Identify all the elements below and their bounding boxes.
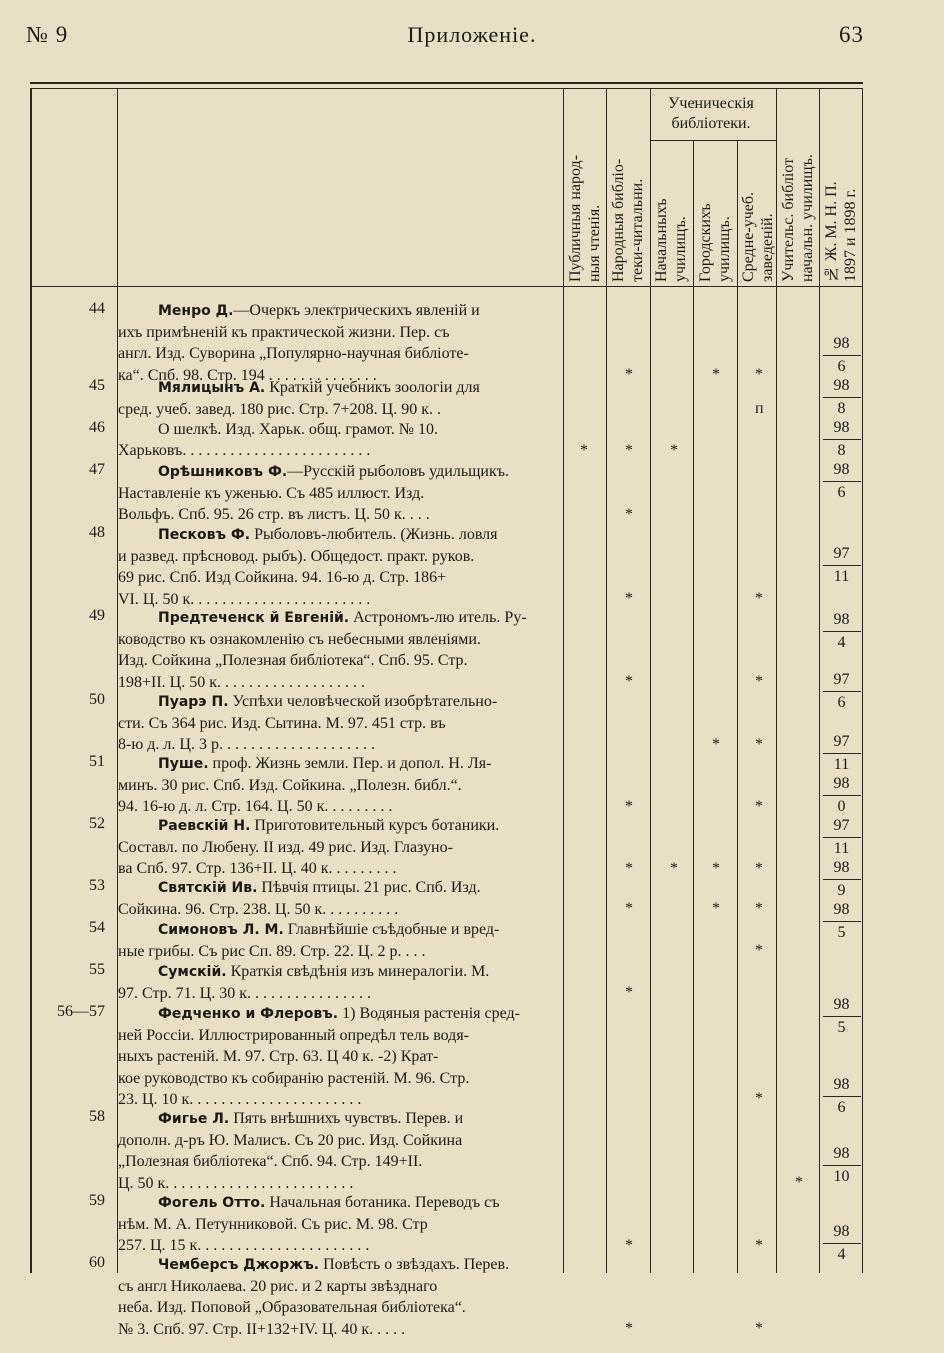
column-divider-5 xyxy=(693,140,694,1273)
entry-description: 8-ю д. л. Ц. 3 р. . . . . . . . . . . . . . . . . . . . xyxy=(118,736,375,754)
entry-description: Повѣсть о звѣздахъ. Перев. xyxy=(319,1256,510,1273)
availability-mark: * xyxy=(755,589,763,607)
availability-mark: * xyxy=(755,942,763,960)
entry-description: —Очеркъ электрическихъ явленій и xyxy=(233,302,480,319)
group-header-student-libraries: Ученическія библіотеки. xyxy=(668,95,754,132)
availability-mark: * xyxy=(712,859,720,877)
journal-issue: 6 xyxy=(837,694,846,711)
entry-description: и развед. прѣсновод. рыбъ). Общедост. практ. руков. xyxy=(118,548,475,566)
entry-line xyxy=(118,672,560,693)
entry-line xyxy=(118,1276,560,1297)
entry-author: Чемберсъ Джоржъ. xyxy=(158,1257,320,1273)
entry-description: ныхъ растеній. М. 97. Стр. 63. Ц 40 к. -2) Крат- xyxy=(118,1048,439,1066)
column-header-public-readings: Публичныя народ- ныя чтенія. xyxy=(567,154,603,282)
entry-text xyxy=(118,1108,560,1194)
column-divider-4 xyxy=(650,88,651,1273)
entry-description: ней Россіи. Иллюстрированный опредѣл тель водя- xyxy=(118,1027,469,1045)
journal-fraction-rule xyxy=(823,879,861,880)
availability-mark: * xyxy=(755,365,763,383)
entry-description: ководство къ ознакомленію съ небесными явленіями. xyxy=(118,631,481,649)
entry-description: Харьковъ. . . . . . . . . . . . . . . . . . . . . . . . xyxy=(118,442,371,460)
entry-description: Рыболовъ-любитель. (Жизнь. ловля xyxy=(250,526,498,543)
entry-description: Астрономъ-лю итель. Ру- xyxy=(349,609,527,626)
page-title: Приложеніе. xyxy=(407,22,537,47)
journal-issue: 6 xyxy=(837,484,846,501)
journal-fraction-rule xyxy=(823,921,861,922)
availability-mark: * xyxy=(755,900,763,918)
entry-description: сред. учеб. завед. 180 рис. Стр. 7+208. Ц. 90 к. . xyxy=(118,401,441,419)
journal-year: 98 xyxy=(833,901,850,918)
entry-description: VI. Ц. 50 к. . . . . . . . . . . . . . . . . . . . . . . xyxy=(118,590,371,608)
entry-number: 47 xyxy=(89,461,105,478)
entry-line xyxy=(118,1089,560,1110)
journal-year: 98 xyxy=(833,996,850,1013)
entry-number: 51 xyxy=(89,753,105,770)
entry-number: 54 xyxy=(89,919,105,936)
availability-mark: * xyxy=(625,900,633,918)
entry-description: —Русскій рыболовъ удильщикъ. xyxy=(287,463,510,480)
availability-mark: * xyxy=(712,900,720,918)
entry-line xyxy=(118,961,560,983)
entry-author: Орѣшниковъ Ф. xyxy=(158,464,288,480)
availability-mark: * xyxy=(625,984,633,1002)
entry-text xyxy=(118,961,560,1004)
entry-number: 44 xyxy=(89,300,105,317)
group-header-rule xyxy=(650,140,776,141)
entry-description: Пѣвчія птицы. 21 рис. Спб. Изд. xyxy=(257,879,481,896)
entry-text xyxy=(118,461,560,526)
journal-year: 97 xyxy=(833,817,850,834)
entry-description: Успѣхи человѣческой изобрѣтательно- xyxy=(228,693,498,710)
entry-line xyxy=(118,483,560,504)
entry-author: Фигье Л. xyxy=(158,1111,230,1127)
entry-description: 23. Ц. 10 к. . . . . . . . . . . . . . . . . . . . . . xyxy=(118,1090,362,1108)
entry-number: 52 xyxy=(89,815,105,832)
entry-description: неба. Изд. Поповой „Образовательная библіотека“. xyxy=(118,1299,466,1317)
entry-description: ихъ примѣненій къ практической жизни. Пер. съ xyxy=(118,324,450,342)
entry-description: съ англ Николаева. 20 рис. и 2 карты звѣзднаго xyxy=(118,1278,438,1296)
entry-line xyxy=(118,1319,560,1340)
entry-author: Пуше. xyxy=(158,756,209,772)
journal-year: 98 xyxy=(833,859,850,876)
journal-year: 98 xyxy=(833,611,850,628)
journal-fraction-rule xyxy=(823,1016,861,1017)
entry-line xyxy=(118,419,560,440)
entry-line xyxy=(118,524,560,546)
column-header-city-schools: Городскихъ училищъ. xyxy=(697,203,733,282)
column-header-rule xyxy=(30,286,863,287)
journal-year: 97 xyxy=(833,671,850,688)
entry-description: Наставленіе къ уженью. Съ 485 иллюст. Изд. xyxy=(118,485,425,503)
entry-author: Фогель Отто. xyxy=(158,1195,266,1211)
availability-mark: * xyxy=(755,1090,763,1107)
journal-issue: 4 xyxy=(837,1246,846,1263)
journal-reference xyxy=(820,816,863,859)
entry-line xyxy=(118,1068,560,1089)
entry-line xyxy=(118,1025,560,1046)
availability-mark: * xyxy=(755,1319,763,1337)
entry-line xyxy=(118,377,560,399)
entry-description: проф. Жизнь земли. Пер. и допол. Н. Ля- xyxy=(208,755,492,772)
entry-description: О шелкѣ. Изд. Харьк. общ. грамот. № 10. xyxy=(158,421,438,438)
journal-year: 98 xyxy=(833,1223,850,1240)
entry-description: ка“. Спб. 98. Стр. 194 . . . . . . . . . . . . . . xyxy=(118,366,377,384)
entry-text xyxy=(118,377,560,420)
journal-reference xyxy=(820,995,863,1038)
entry-description: Ц. 50 к. . . . . . . . . . . . . . . . . . . . . . . . xyxy=(118,1174,354,1192)
entry-text xyxy=(118,919,560,962)
entry-description: ные грибы. Съ рис Сп. 89. Стр. 22. Ц. 2 р. . . . xyxy=(118,943,426,961)
header-rule xyxy=(30,82,863,84)
journal-fraction-rule xyxy=(823,481,861,482)
entry-text xyxy=(118,815,560,880)
column-divider-6 xyxy=(737,140,738,1273)
entry-author: Менро Д. xyxy=(158,303,234,319)
entry-line xyxy=(118,1214,560,1235)
entry-text xyxy=(118,419,560,461)
journal-reference xyxy=(820,376,863,419)
availability-mark: * xyxy=(670,859,678,877)
journal-fraction-rule xyxy=(823,397,861,398)
journal-issue: 11 xyxy=(833,840,850,857)
entry-author: Федченко и Флеровъ. xyxy=(158,1006,339,1022)
entry-line xyxy=(118,1254,560,1276)
entry-author: Сумскій. xyxy=(158,964,227,980)
entry-description: „Полезная библіотека“. Спб. 94. Стр. 149+II. xyxy=(118,1153,423,1171)
entry-author: Мялицынъ А. xyxy=(158,380,266,396)
entry-line xyxy=(118,399,560,420)
entry-line xyxy=(118,650,560,671)
journal-year: 98 xyxy=(833,1076,850,1093)
journal-fraction-rule xyxy=(823,795,861,796)
entry-line xyxy=(118,775,560,796)
entry-description: Вольфъ. Спб. 95. 26 стр. въ листъ. Ц. 50 к. . . . xyxy=(118,506,430,524)
availability-mark: * xyxy=(755,672,763,690)
availability-mark: * xyxy=(625,797,633,815)
entry-line xyxy=(118,440,560,461)
entry-line xyxy=(118,1192,560,1214)
entry-description: 69 рис. Спб. Изд Сойкина. 94. 16-ю д. Стр. 186+ xyxy=(118,569,447,587)
entry-line xyxy=(118,837,560,858)
journal-reference xyxy=(820,900,863,943)
journal-issue: 10 xyxy=(833,1168,850,1185)
entry-number: 53 xyxy=(89,877,105,894)
entry-text xyxy=(118,1254,560,1340)
entry-author: Раевскій Н. xyxy=(158,818,251,834)
availability-mark: * xyxy=(795,1173,803,1191)
entry-description: Составл. по Любену. II изд. 49 рис. Изд. Глазуно- xyxy=(118,839,453,857)
availability-mark: * xyxy=(625,442,633,460)
entry-author: Святскій Ив. xyxy=(158,880,258,896)
availability-mark: * xyxy=(625,1319,633,1337)
entry-number: 46 xyxy=(89,419,105,436)
entry-line xyxy=(118,899,560,920)
journal-issue: 4 xyxy=(837,634,846,651)
availability-mark: * xyxy=(755,797,763,815)
journal-reference xyxy=(820,1144,863,1187)
entry-number: 55 xyxy=(89,961,105,978)
entry-line xyxy=(118,1173,560,1194)
entry-description: Сойкина. 96. Стр. 238. Ц. 50 к. . . . . . . . . . xyxy=(118,901,399,919)
journal-fraction-rule xyxy=(823,1243,861,1244)
entry-number: 56—57 xyxy=(57,1003,105,1020)
entry-description: Изд. Сойкина „Полезная библіотека“. Спб. 95. Стр. xyxy=(118,652,468,670)
journal-fraction-rule xyxy=(823,691,861,692)
journal-year: 98 xyxy=(833,1145,850,1162)
availability-mark: * xyxy=(625,589,633,607)
journal-year: 97 xyxy=(833,545,850,562)
entry-text xyxy=(118,524,560,610)
entry-number: 60 xyxy=(89,1254,105,1271)
entry-line xyxy=(118,713,560,734)
column-header-teacher-libraries: Учительс. библіот начальн. училищъ. xyxy=(780,154,816,282)
journal-issue: 5 xyxy=(837,1019,846,1036)
entry-line xyxy=(118,877,560,899)
journal-issue: 5 xyxy=(837,924,846,941)
column-header-primary-schools: Начальныхъ училищъ. xyxy=(653,198,689,282)
journal-issue: 8 xyxy=(837,400,846,417)
entry-author: Предтеченск й Евгеній. xyxy=(158,610,350,626)
entry-text xyxy=(118,691,560,756)
entry-line xyxy=(118,461,560,483)
entry-description: кое руководство къ собиранію растеній. М. 96. Стр. xyxy=(118,1069,470,1087)
entry-number: 59 xyxy=(89,1192,105,1209)
entry-description: Главнѣйшіе съѣдобные и вред- xyxy=(283,921,500,938)
availability-mark: * xyxy=(755,859,763,877)
journal-fraction-rule xyxy=(823,355,861,356)
entry-text xyxy=(118,1003,560,1110)
availability-mark: * xyxy=(625,859,633,877)
entry-line xyxy=(118,567,560,588)
journal-issue: 11 xyxy=(833,568,850,585)
availability-mark: * xyxy=(625,672,633,690)
availability-mark: * xyxy=(580,442,588,460)
availability-mark: * xyxy=(755,1236,763,1254)
entry-description: Приготовительный курсъ ботаники. xyxy=(250,817,500,834)
entry-description: Краткій учебникъ зоологіи для xyxy=(265,379,480,396)
journal-reference xyxy=(820,334,863,377)
entry-text xyxy=(118,300,560,386)
journal-year: 98 xyxy=(833,377,850,394)
journal-reference xyxy=(820,1222,863,1265)
journal-fraction-rule xyxy=(823,439,861,440)
journal-year: 98 xyxy=(833,461,850,478)
entry-description: 198+II. Ц. 50 к. . . . . . . . . . . . . . . . . . . xyxy=(118,673,366,691)
column-header-people-libraries: Народныя библіо- теки-читальни. xyxy=(610,158,646,282)
journal-reference xyxy=(820,544,863,587)
journal-year: 98 xyxy=(833,775,850,792)
entry-line xyxy=(118,1151,560,1172)
journal-reference xyxy=(820,610,863,653)
journal-issue: 8 xyxy=(837,442,846,459)
availability-mark: * xyxy=(625,365,633,383)
entry-number: 58 xyxy=(89,1108,105,1125)
entry-description: англ. Изд. Суворина „Популярно-научная библіоте- xyxy=(118,345,469,363)
entry-description: Краткія свѣдѣнія изъ минералогіи. М. xyxy=(226,963,490,980)
availability-mark: * xyxy=(670,442,678,460)
entry-line xyxy=(118,691,560,713)
journal-reference xyxy=(820,858,863,901)
column-divider-0 xyxy=(30,88,32,1273)
entry-description: минъ. 30 рис. Спб. Изд. Сойкина. „Полезн. библ.“. xyxy=(118,777,462,795)
entry-description: сти. Съ 364 рис. Изд. Сытина. М. 97. 451 стр. въ xyxy=(118,715,446,733)
entry-number: 50 xyxy=(89,691,105,708)
entry-description: нѣм. М. А. Петунниковой. Съ рис. М. 98. Стр xyxy=(118,1216,428,1234)
entry-description: 257. Ц. 15 к. . . . . . . . . . . . . . . . . . . . . . xyxy=(118,1237,370,1255)
entry-line xyxy=(118,941,560,962)
entry-description: ва Спб. 97. Стр. 136+II. Ц. 40 к. . . . . . . . . xyxy=(118,860,397,878)
entry-description: Начальная ботаника. Переводъ съ xyxy=(265,1194,500,1211)
issue-number: № 9 xyxy=(26,22,69,47)
entry-line xyxy=(118,1130,560,1151)
journal-fraction-rule xyxy=(823,565,861,566)
entry-line xyxy=(118,815,560,837)
entry-line xyxy=(118,629,560,650)
entry-description: дополн. д-ръ Ю. Малисъ. Съ 20 рис. Изд. Сойкина xyxy=(118,1132,463,1150)
entry-line xyxy=(118,1108,560,1130)
journal-year: 97 xyxy=(833,733,850,750)
entry-text xyxy=(118,877,560,920)
column-divider-2 xyxy=(563,88,564,1273)
entry-number: 49 xyxy=(89,607,105,624)
journal-fraction-rule xyxy=(823,1165,861,1166)
entry-text xyxy=(118,1192,560,1257)
entry-line xyxy=(118,1297,560,1318)
entry-line xyxy=(118,322,560,343)
entry-author: Симоновъ Л. М. xyxy=(158,922,284,938)
availability-mark: * xyxy=(625,505,633,523)
journal-year: 98 xyxy=(833,419,850,436)
column-header-journal: № Ж. М. Н. П. 1897 и 1898 г. xyxy=(823,181,859,282)
entry-line xyxy=(118,546,560,567)
availability-mark: * xyxy=(625,1236,633,1254)
journal-reference xyxy=(820,774,863,817)
entry-description: № 3. Спб. 97. Стр. II+132+IV. Ц. 40 к. . . . . xyxy=(118,1320,406,1338)
entry-line xyxy=(118,343,560,364)
journal-issue: 6 xyxy=(837,358,846,375)
availability-mark: * xyxy=(712,735,720,753)
availability-mark: * xyxy=(755,735,763,753)
entry-line xyxy=(118,983,560,1004)
journal-issue: 0 xyxy=(837,798,846,815)
page-number: 63 xyxy=(839,22,864,47)
entry-line xyxy=(118,607,560,629)
entry-line xyxy=(118,1046,560,1067)
journal-fraction-rule xyxy=(823,631,861,632)
entry-number: 48 xyxy=(89,524,105,541)
entry-description: 97. Стр. 71. Ц. 30 к. . . . . . . . . . . . . . . . xyxy=(118,985,371,1003)
journal-year: 98 xyxy=(833,335,850,352)
journal-reference xyxy=(820,460,863,503)
entry-description: 1) Водяныя растенія сред- xyxy=(338,1005,520,1022)
journal-fraction-rule xyxy=(823,753,861,754)
journal-fraction-rule xyxy=(823,1096,861,1097)
entry-description: Пять внѣшнихъ чувствъ. Перев. и xyxy=(229,1110,464,1127)
header-rule-2 xyxy=(30,88,863,89)
journal-reference xyxy=(820,418,863,461)
journal-issue: 11 xyxy=(833,756,850,773)
journal-issue: 6 xyxy=(837,1099,846,1116)
entry-description: 94. 16-ю д. л. Стр. 164. Ц. 50 к. . . . . . . . . xyxy=(118,798,393,816)
column-header-secondary-schools: Средне-учеб. заведеній. xyxy=(740,192,776,282)
entry-author: Песковъ Ф. xyxy=(158,527,251,543)
availability-mark: п xyxy=(755,400,764,418)
entry-line xyxy=(118,919,560,941)
entry-line xyxy=(118,504,560,525)
journal-issue: 9 xyxy=(837,882,846,899)
journal-reference xyxy=(820,732,863,775)
entry-text xyxy=(118,753,560,818)
journal-reference xyxy=(820,1075,863,1118)
entry-author: Пуарэ П. xyxy=(158,694,229,710)
entry-number: 45 xyxy=(89,377,105,394)
entry-line xyxy=(118,300,560,322)
entry-line xyxy=(118,1003,560,1025)
entry-text xyxy=(118,607,560,693)
availability-mark: * xyxy=(712,365,720,383)
column-divider-3 xyxy=(606,88,607,1273)
journal-reference xyxy=(820,670,863,713)
entry-line xyxy=(118,753,560,775)
journal-fraction-rule xyxy=(823,837,861,838)
